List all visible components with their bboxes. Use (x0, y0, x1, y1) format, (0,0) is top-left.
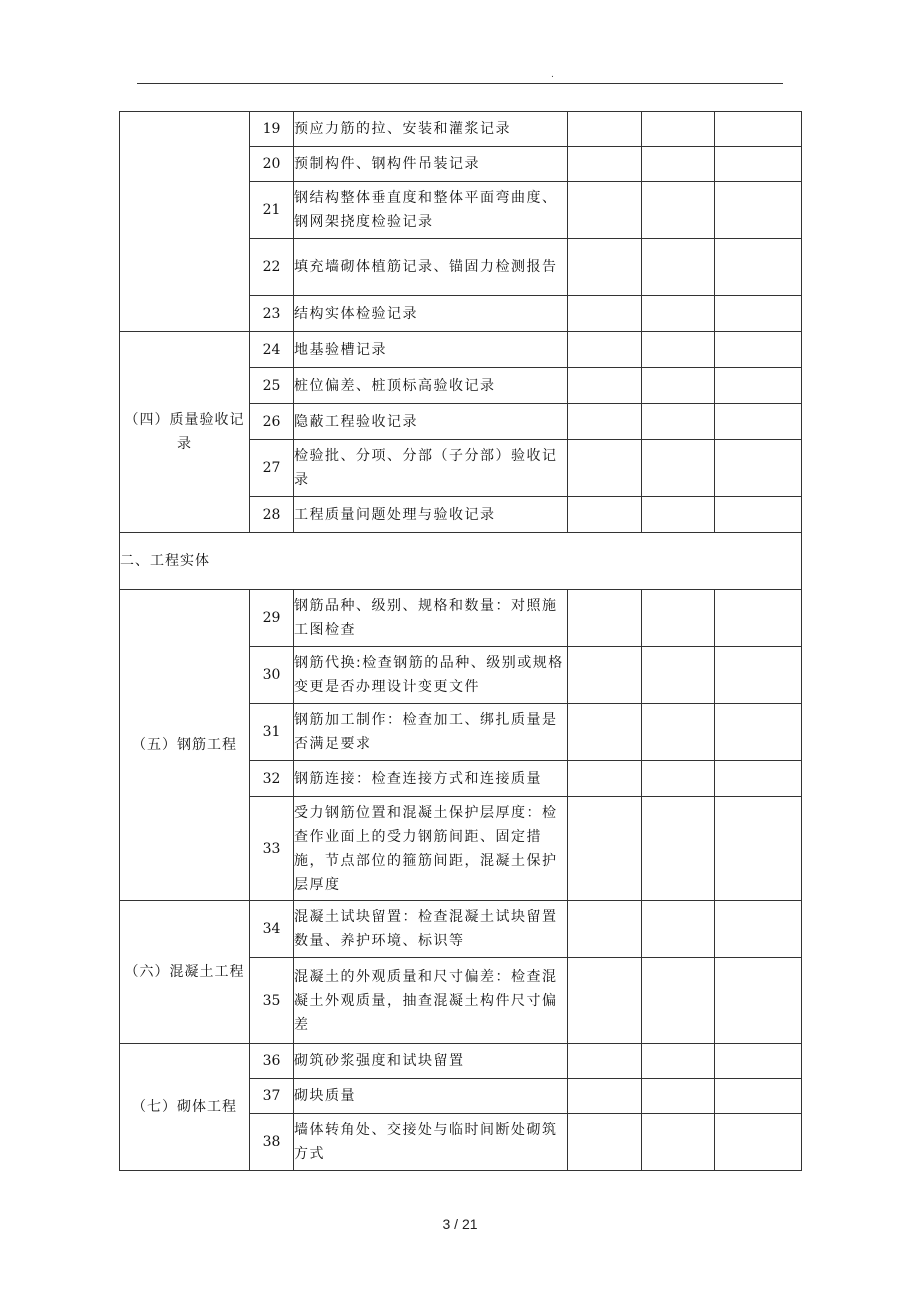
row-number: 25 (250, 368, 294, 404)
blank-cell (715, 901, 802, 958)
group-cell-quality-acceptance: （四）质量验收记录 (120, 332, 250, 533)
blank-cell (642, 797, 715, 901)
row-item: 钢筋品种、级别、规格和数量：对照施工图检查 (294, 590, 568, 647)
blank-cell (642, 761, 715, 797)
blank-cell (642, 704, 715, 761)
row-item: 钢筋代换:检查钢筋的品种、级别或规格变更是否办理设计变更文件 (294, 647, 568, 704)
row-item: 地基验槽记录 (294, 332, 568, 368)
blank-cell (642, 1079, 715, 1114)
row-item: 桩位偏差、桩顶标高验收记录 (294, 368, 568, 404)
blank-cell (715, 239, 802, 296)
blank-cell (568, 296, 642, 332)
row-item: 结构实体检验记录 (294, 296, 568, 332)
blank-cell (642, 1114, 715, 1171)
row-number: 21 (250, 182, 294, 239)
blank-cell (715, 590, 802, 647)
blank-cell (642, 147, 715, 182)
blank-cell (568, 590, 642, 647)
blank-cell (715, 1044, 802, 1079)
row-item: 钢结构整体垂直度和整体平面弯曲度、钢网架挠度检验记录 (294, 182, 568, 239)
row-number: 37 (250, 1079, 294, 1114)
table-row (120, 332, 802, 368)
row-number: 28 (250, 497, 294, 533)
row-number: 20 (250, 147, 294, 182)
section-title: 二、工程实体 (120, 533, 802, 590)
row-number: 36 (250, 1044, 294, 1079)
blank-cell (642, 182, 715, 239)
blank-cell (715, 1114, 802, 1171)
blank-cell (642, 239, 715, 296)
row-item: 混凝土的外观质量和尺寸偏差：检查混凝土外观质量，抽查混凝土构件尺寸偏差 (294, 958, 568, 1044)
blank-cell (642, 404, 715, 440)
blank-cell (715, 332, 802, 368)
blank-cell (568, 440, 642, 497)
blank-cell (715, 404, 802, 440)
blank-cell (642, 296, 715, 332)
row-number: 29 (250, 590, 294, 647)
row-number: 26 (250, 404, 294, 440)
header-rule (137, 83, 783, 84)
blank-cell (642, 368, 715, 404)
blank-cell (715, 182, 802, 239)
row-number: 24 (250, 332, 294, 368)
blank-cell (568, 797, 642, 901)
blank-cell (642, 647, 715, 704)
row-number: 22 (250, 239, 294, 296)
row-number: 32 (250, 761, 294, 797)
row-item: 钢筋连接：检查连接方式和连接质量 (294, 761, 568, 797)
blank-cell (568, 404, 642, 440)
blank-cell (568, 1114, 642, 1171)
blank-cell (715, 958, 802, 1044)
row-number: 19 (250, 112, 294, 147)
row-item: 工程质量问题处理与验收记录 (294, 497, 568, 533)
row-number: 30 (250, 647, 294, 704)
blank-cell (568, 647, 642, 704)
blank-cell (642, 590, 715, 647)
blank-cell (715, 147, 802, 182)
page-number: 3 / 21 (442, 1216, 478, 1232)
blank-cell (568, 1044, 642, 1079)
row-item: 隐蔽工程验收记录 (294, 404, 568, 440)
row-number: 27 (250, 440, 294, 497)
table-row (120, 112, 802, 147)
blank-cell (642, 901, 715, 958)
header-dot: . (551, 70, 554, 80)
blank-cell (642, 440, 715, 497)
blank-cell (715, 797, 802, 901)
blank-cell (568, 901, 642, 958)
blank-cell (568, 147, 642, 182)
row-item: 砌筑砂浆强度和试块留置 (294, 1044, 568, 1079)
blank-cell (642, 112, 715, 147)
row-item: 墙体转角处、交接处与临时间断处砌筑方式 (294, 1114, 568, 1171)
blank-cell (715, 704, 802, 761)
blank-cell (715, 1079, 802, 1114)
group-cell-rebar: （五）钢筋工程 (120, 590, 250, 901)
blank-cell (568, 958, 642, 1044)
blank-cell (715, 647, 802, 704)
blank-cell (568, 182, 642, 239)
row-item: 预制构件、钢构件吊装记录 (294, 147, 568, 182)
group-cell-top (120, 112, 250, 332)
blank-cell (642, 1044, 715, 1079)
row-item: 钢筋加工制作：检查加工、绑扎质量是否满足要求 (294, 704, 568, 761)
blank-cell (715, 497, 802, 533)
blank-cell (568, 704, 642, 761)
row-number: 38 (250, 1114, 294, 1171)
blank-cell (715, 761, 802, 797)
row-number: 31 (250, 704, 294, 761)
row-item: 检验批、分项、分部（子分部）验收记录 (294, 440, 568, 497)
blank-cell (568, 497, 642, 533)
blank-cell (715, 368, 802, 404)
blank-cell (568, 332, 642, 368)
row-item: 预应力筋的拉、安装和灌浆记录 (294, 112, 568, 147)
blank-cell (642, 497, 715, 533)
blank-cell (568, 761, 642, 797)
blank-cell (568, 239, 642, 296)
checklist-table (119, 111, 802, 1171)
row-number: 35 (250, 958, 294, 1044)
table-row (120, 1044, 802, 1079)
row-item: 受力钢筋位置和混凝土保护层厚度：检查作业面上的受力钢筋间距、固定措施，节点部位的箍筋间距，混凝土保护层厚度 (294, 797, 568, 901)
blank-cell (715, 296, 802, 332)
blank-cell (642, 332, 715, 368)
row-item: 填充墙砌体植筋记录、锚固力检测报告 (294, 239, 568, 296)
row-number: 34 (250, 901, 294, 958)
blank-cell (715, 440, 802, 497)
blank-cell (568, 112, 642, 147)
section-row (120, 533, 802, 590)
row-item: 砌块质量 (294, 1079, 568, 1114)
table-row (120, 590, 802, 647)
blank-cell (568, 1079, 642, 1114)
table-row (120, 901, 802, 958)
row-item: 混凝土试块留置：检查混凝土试块留置数量、养护环境、标识等 (294, 901, 568, 958)
group-cell-concrete: （六）混凝土工程 (120, 901, 250, 1044)
row-number: 23 (250, 296, 294, 332)
blank-cell (642, 958, 715, 1044)
blank-cell (568, 368, 642, 404)
row-number: 33 (250, 797, 294, 901)
blank-cell (715, 112, 802, 147)
group-cell-masonry: （七）砌体工程 (120, 1044, 250, 1171)
